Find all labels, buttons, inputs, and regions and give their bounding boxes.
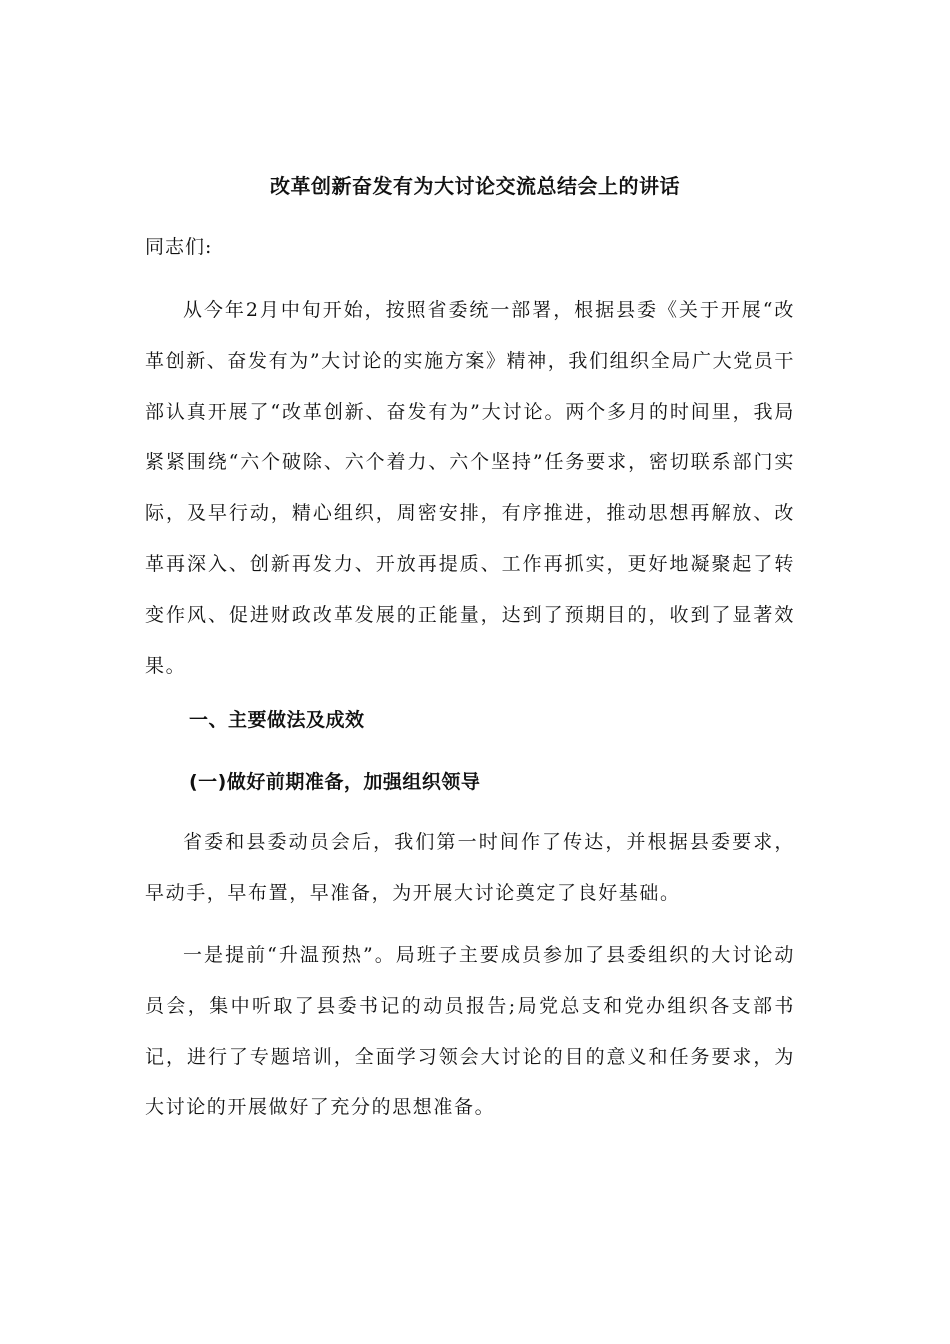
paragraph-preparation: 省委和县委动员会后，我们第一时间作了传达，并根据县委要求，早动手，早布置，早准备，为开展大讨论奠定了良好基础。 [145,831,795,904]
section-heading: 一、主要做法及成效 [189,709,365,731]
paragraph-intro: 从今年2月中旬开始，按照省委统一部署，根据县委《关于开展“改革创新、奋发有为”大讨论的实施方案》精神，我们组织全局广大党员干部认真开展了“改革创新、奋发有为”大讨论。两个多月的时间里，我局紧紧围绕“六个破除、六个着力、六个坚持”任务要求，密切联系部门实际，及早行动，精心组织，周密安排，有序推进，推动思想再解放、改革再深入、创新再发力、开放再提质、工作再抓实，更好地凝聚起了转变作风、促进财政改革发展的正能量，达到了预期目的，收到了显著效果。 [145,299,795,677]
document-title: 改革创新奋发有为大讨论交流总结会上的讲话 [270,174,680,198]
paragraph-warmup: 一是提前“升温预热”。局班子主要成员参加了县委组织的大讨论动员会，集中听取了县委书记的动员报告;局党总支和党办组织各支部书记，进行了专题培训，全面学习领会大讨论的目的意义和任务要求，为大讨论的开展做好了充分的思想准备。 [145,944,795,1119]
salutation: 同志们: [145,236,213,258]
subsection-heading: (一)做好前期准备，加强组织领导 [189,771,481,793]
